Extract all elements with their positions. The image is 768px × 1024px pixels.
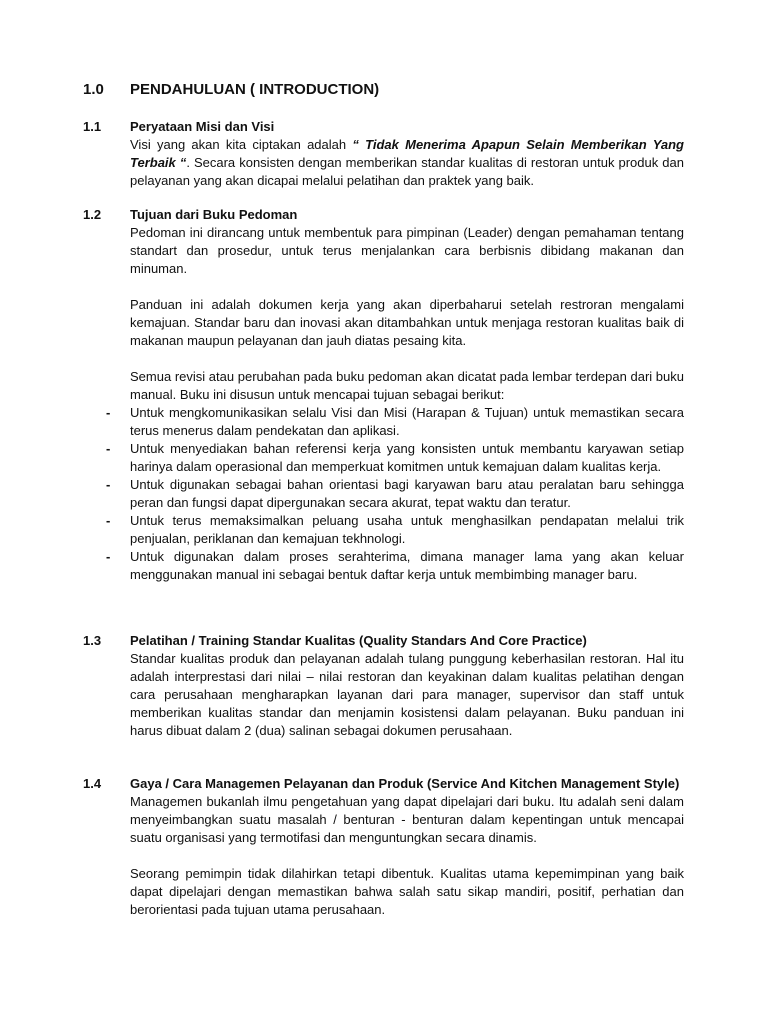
bullet-dash: - [106, 441, 111, 456]
main-heading-title: PENDAHULUAN ( INTRODUCTION) [130, 81, 380, 98]
list-item-text: Untuk digunakan sebagai bahan orientasi bagi karyawan baru atau peralatan baru sehingga peran dan fungsi dapat dipergunakan secara akurat, tepat waktu dan teratur. [130, 477, 684, 510]
paragraph: Standar kualitas produk dan pelayanan adalah tulang punggung keberhasilan restoran. Hal itu adalah interprestasi dari nilai – nilai restoran dan keyakinan dalam kualitas pelatihan dengan cara perusahaan mengharapkan layanan dari para manager, supervisor dan staff untuk memberikan kualitas standar dan menjamin kosistensi dalam pelayanan. Buku panduan ini harus dibuat dalam 2 (dua) salinan sebagai dokumen perusahaan. [130, 651, 684, 738]
bullet-dash: - [106, 477, 111, 492]
list-item [106, 512, 684, 548]
section-number: 1.4 [83, 776, 102, 791]
list-item-text: Untuk menyediakan bahan referensi kerja yang konsisten untuk membantu karyawan setiap harinya dalam operasional dan memperkuat komitmen untuk kemajuan dalam kualitas kerja. [130, 441, 684, 474]
section-1-1-body [130, 136, 684, 190]
vision-quote: “ Tidak Menerima Apapun Selain Memberikan Yang Terbaik “ [130, 137, 684, 170]
bullet-dash: - [106, 549, 111, 564]
list-item [106, 548, 684, 584]
paragraph: Panduan ini adalah dokumen kerja yang akan diperbaharui setelah restroran mengalami kemajuan. Standar baru dan inovasi akan ditambahkan untuk menjaga restoran kualitas baik di makanan maupun pelayanan dan jauh diatas pesaing kita. [130, 297, 684, 348]
list-item-text: Untuk terus memaksimalkan peluang usaha untuk menghasilkan pendapatan melalui trik penjualan, periklanan dan kemajuan tekhnologi. [130, 513, 684, 546]
paragraph: Semua revisi atau perubahan pada buku pedoman akan dicatat pada lembar terdepan dari buku manual. Buku ini disusun untuk mencapai tujuan sebagai berikut: [130, 369, 684, 402]
section-1-4 [83, 775, 684, 919]
goals-list [106, 404, 684, 584]
vision-paragraph [130, 136, 684, 190]
bullet-dash: - [106, 405, 111, 420]
section-number: 1.1 [83, 119, 102, 134]
paragraph: Seorang pemimpin tidak dilahirkan tetapi dibentuk. Kualitas utama kepemimpinan yang baik dapat dipelajari dengan memastikan bahwa salah satu sikap mandiri, positif, perhatian dan berorientasi pada tujuan utama perusahaan. [130, 866, 684, 917]
section-1-1-heading [83, 118, 684, 136]
section-1-3-body [130, 650, 684, 740]
list-item-text: Untuk digunakan dalam proses serahterima, dimana manager lama yang akan keluar menggunakan manual ini sebagai bentuk daftar kerja untuk membimbing manager baru. [130, 549, 684, 582]
section-title: Pelatihan / Training Standar Kualitas (Quality Standars And Core Practice) [130, 633, 587, 648]
section-number: 1.3 [83, 633, 102, 648]
vision-text-start: Visi yang akan kita ciptakan adalah [130, 137, 353, 152]
section-1-3 [83, 632, 684, 740]
main-heading [83, 80, 379, 100]
section-1-2-body [106, 224, 684, 584]
bullet-dash: - [106, 513, 111, 528]
list-item [106, 440, 684, 476]
section-1-3-heading [83, 632, 684, 650]
section-title: Peryataan Misi dan Visi [130, 119, 275, 134]
section-1-2-heading [83, 206, 684, 224]
list-item [106, 476, 684, 512]
section-1-1 [83, 118, 684, 190]
section-title: Tujuan dari Buku Pedoman [130, 207, 298, 222]
section-1-4-body [130, 793, 684, 919]
section-1-4-heading [83, 775, 684, 793]
list-item [106, 404, 684, 440]
section-title: Gaya / Cara Managemen Pelayanan dan Produk (Service And Kitchen Management Style) [130, 776, 680, 791]
paragraph: Pedoman ini dirancang untuk membentuk para pimpinan (Leader) dengan pemahaman tentang standart dan prosedur, untuk terus menjalankan cara berbisnis dibidang makanan dan minuman. [130, 225, 684, 276]
list-item-text: Untuk mengkomunikasikan selalu Visi dan Misi (Harapan & Tujuan) untuk memastikan secara terus menerus dalam pendekatan dan aplikasi. [130, 405, 684, 438]
paragraph: Managemen bukanlah ilmu pengetahuan yang dapat dipelajari dari buku. Itu adalah seni dalam menyeimbangkan suatu masalah / benturan - benturan dalam kepentingan untuk mencapai suatu organisasi yang termotifasi dan menguntungkan secara dinamis. [130, 794, 684, 845]
section-1-2 [83, 206, 684, 584]
section-number: 1.2 [83, 207, 102, 222]
vision-text-end: . Secara konsisten dengan memberikan standar kualitas di restoran untuk produk dan pelayanan yang akan dicapai melalui pelatihan dan praktek yang baik. [130, 155, 684, 188]
main-heading-number: 1.0 [83, 81, 104, 98]
